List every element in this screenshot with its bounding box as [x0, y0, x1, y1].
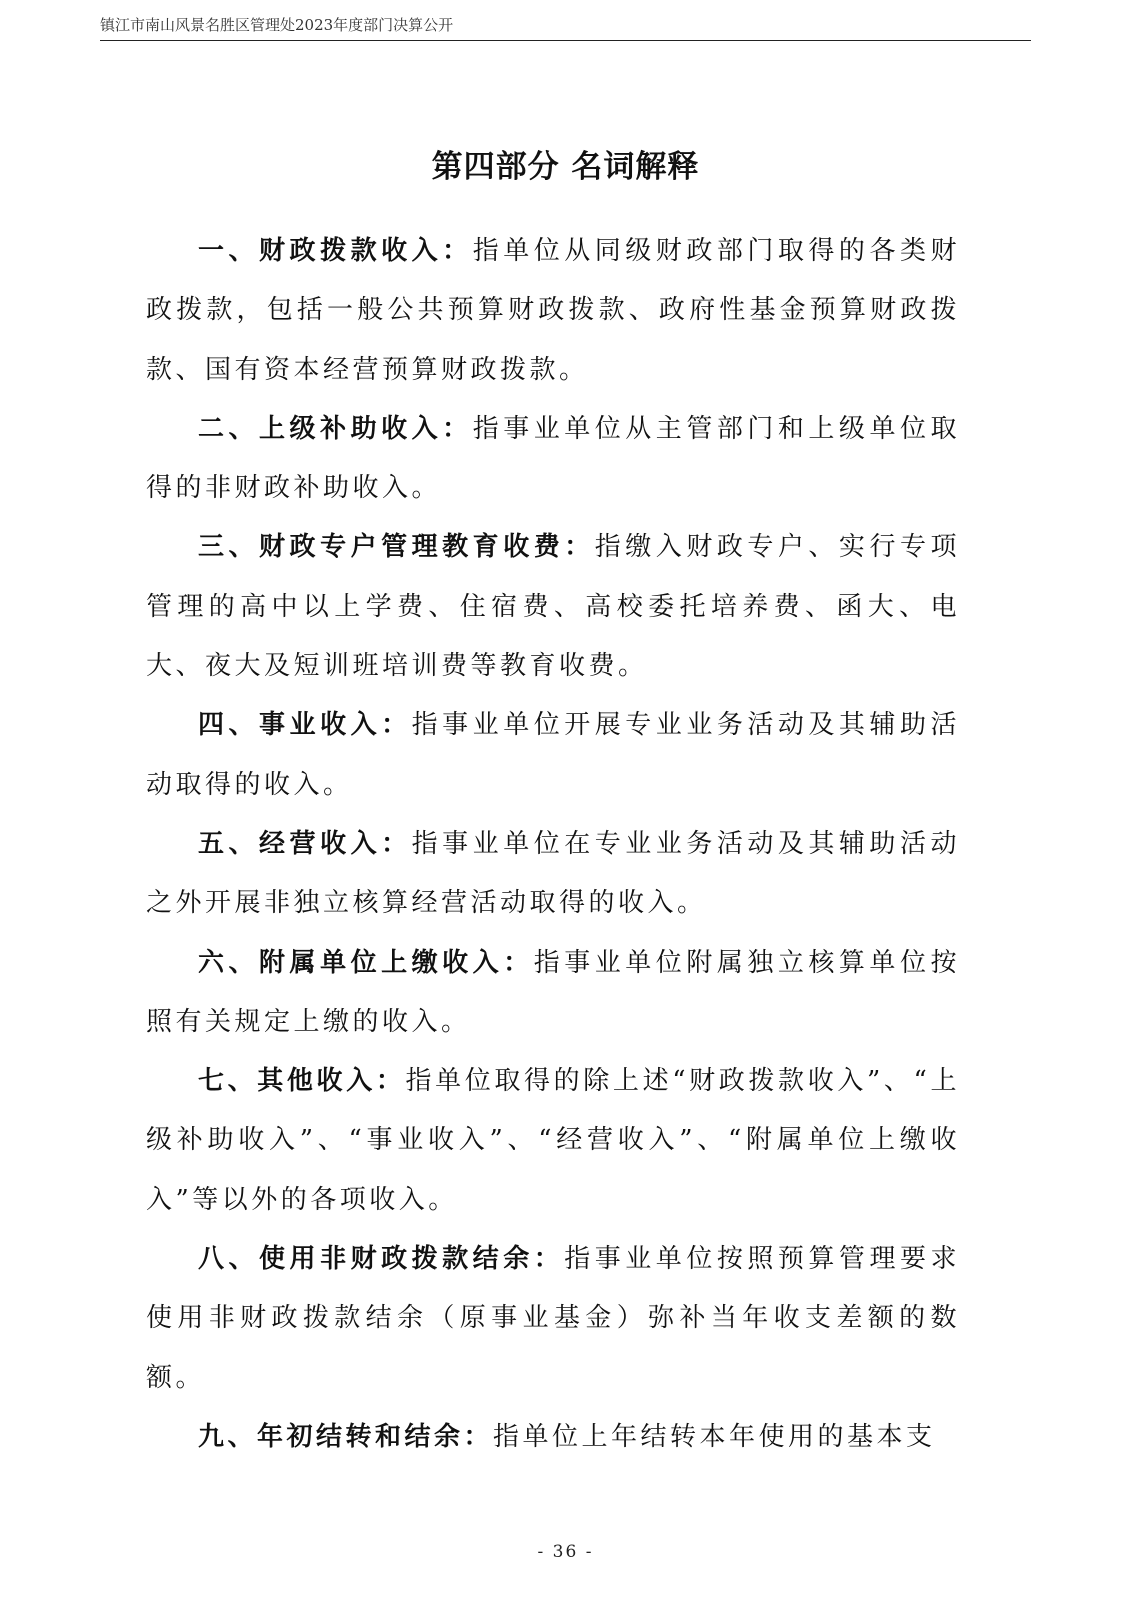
definition-paragraph	[146, 696, 960, 815]
definition-text: 指单位从同级财政部门取得的各类财政拨款，包括一般公共预算财政拨款、政府性基金预算财政拨款、国有资本经营预算财政拨款。	[146, 236, 960, 385]
definition-text: 指缴入财政专户、实行专项管理的高中以上学费、住宿费、高校委托培养费、函大、电大、夜大及短训班培训费等教育收费。	[146, 532, 960, 682]
definition-text: 指事业单位开展专业业务活动及其辅助活动取得的收入。	[146, 710, 960, 800]
definition-paragraph	[146, 1408, 960, 1467]
definition-paragraph	[146, 934, 960, 1053]
definition-paragraph	[146, 518, 960, 696]
definition-paragraph	[146, 1052, 960, 1230]
definition-term: 五、经营收入：	[198, 828, 412, 859]
page-number: - 36 -	[537, 1542, 594, 1562]
definition-paragraph	[146, 400, 960, 519]
definition-term: 七、其他收入：	[198, 1066, 406, 1097]
definition-term: 四、事业收入：	[198, 710, 412, 741]
definitions-body	[146, 222, 960, 1467]
definition-text: 指单位取得的除上述“财政拨款收入”、“上级补助收入”、“事业收入”、“经营收入”、“附属单位上缴收入”等以外的各项收入。	[146, 1066, 960, 1215]
definition-text: 指事业单位附属独立核算单位按照有关规定上缴的收入。	[146, 947, 960, 1037]
page-title: 第四部分 名词解释	[431, 149, 700, 185]
running-header	[100, 14, 1031, 41]
definition-term: 二、上级补助收入：	[198, 413, 473, 444]
definition-paragraph	[146, 222, 960, 400]
definition-term: 九、年初结转和结余：	[198, 1421, 494, 1452]
definition-text: 指事业单位按照预算管理要求使用非财政拨款结余（原事业基金）弥补当年收支差额的数额。	[146, 1244, 960, 1393]
definition-text: 指事业单位在专业业务活动及其辅助活动之外开展非独立核算经营活动取得的收入。	[146, 828, 960, 919]
definition-paragraph	[146, 815, 960, 934]
definition-text: 指事业单位从主管部门和上级单位取得的非财政补助收入。	[146, 413, 960, 504]
definition-term: 六、附属单位上缴收入：	[198, 947, 534, 978]
definition-term: 三、财政专户管理教育收费：	[198, 532, 595, 563]
definition-paragraph	[146, 1230, 960, 1408]
definition-term: 八、使用非财政拨款结余：	[198, 1244, 565, 1275]
running-header-title: 镇江市南山风景名胜区管理处2023年度部门决算公开	[100, 16, 454, 34]
definition-text: 指单位上年结转本年使用的基本支	[493, 1421, 936, 1452]
definition-term: 一、财政拨款收入：	[198, 236, 473, 266]
